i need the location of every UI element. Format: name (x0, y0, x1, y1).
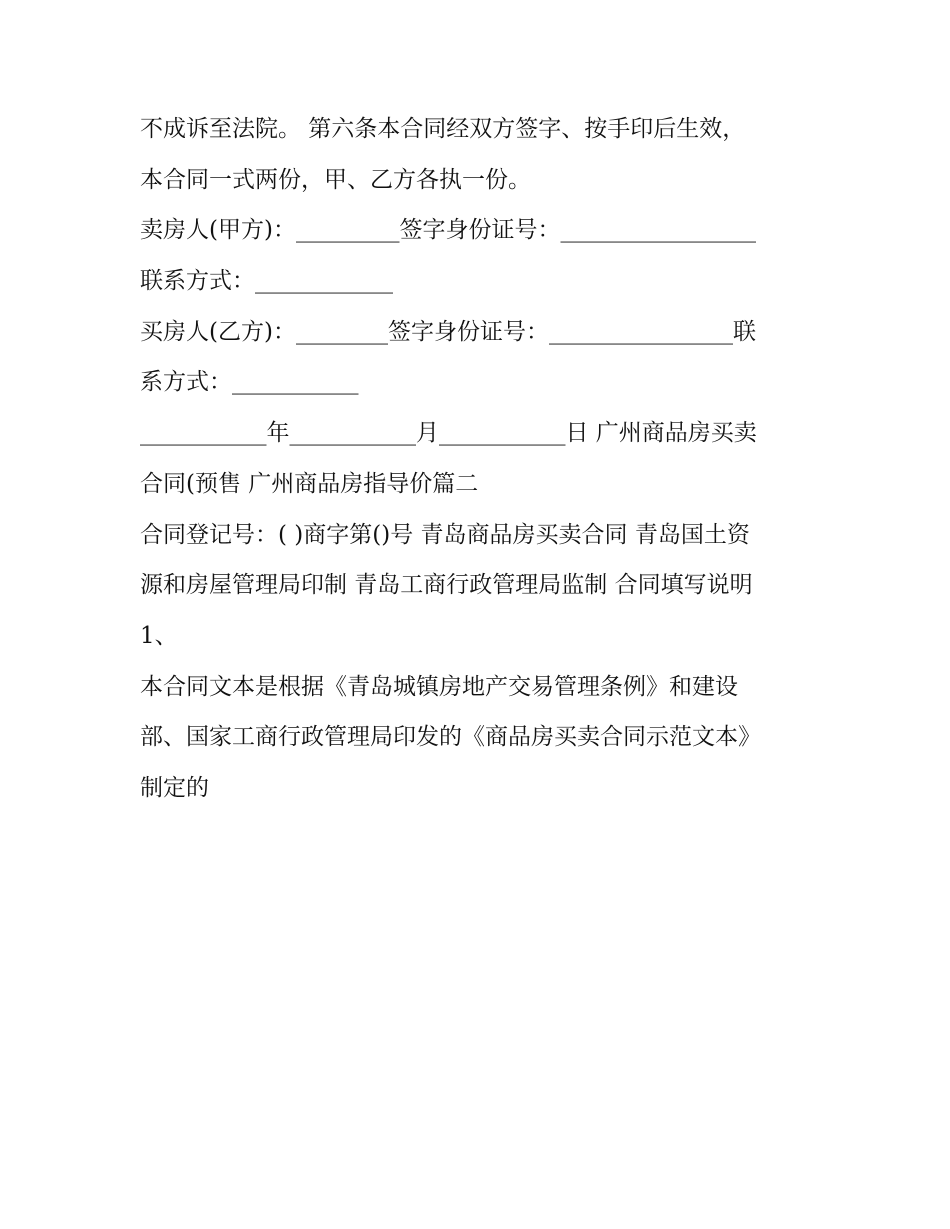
text-line-8: 合同(预售 广州商品房指导价篇二 (140, 470, 479, 497)
text-line-1: 不成诉至法院。 第六条本合同经双方签字、按手印后生效， (140, 116, 746, 142)
date-line: ___________年___________月___________日 广州商品房买卖 (140, 420, 757, 447)
text-line-12: 本合同文本是根据《青岛城镇房地产交易管理条例》和建设 (140, 673, 738, 700)
text-line-9: 合同登记号：( )商字第()号 青岛商品房买卖合同 青岛国土资 (140, 521, 750, 548)
document-body (140, 104, 820, 814)
text-line-14: 制定的 (140, 774, 209, 801)
text-line-13: 部、国家工商行政管理局印发的《商品房买卖合同示范文本》 (140, 724, 761, 751)
seller-contact-line: 联系方式：____________ (140, 268, 393, 295)
text-line-11: 1、 (140, 622, 178, 649)
buyer-contact-line: 系方式：___________ (140, 369, 359, 396)
text-line-2: 本合同一式两份，甲、乙方各执一份。 (140, 166, 531, 193)
text-line-10: 源和房屋管理局印制 青岛工商行政管理局监制 合同填写说明 (140, 572, 753, 599)
seller-signature-line: 卖房人(甲方)：_________签字身份证号：_________________ (140, 217, 756, 244)
buyer-signature-line: 买房人(乙方)：________签字身份证号：________________联 (140, 318, 756, 345)
